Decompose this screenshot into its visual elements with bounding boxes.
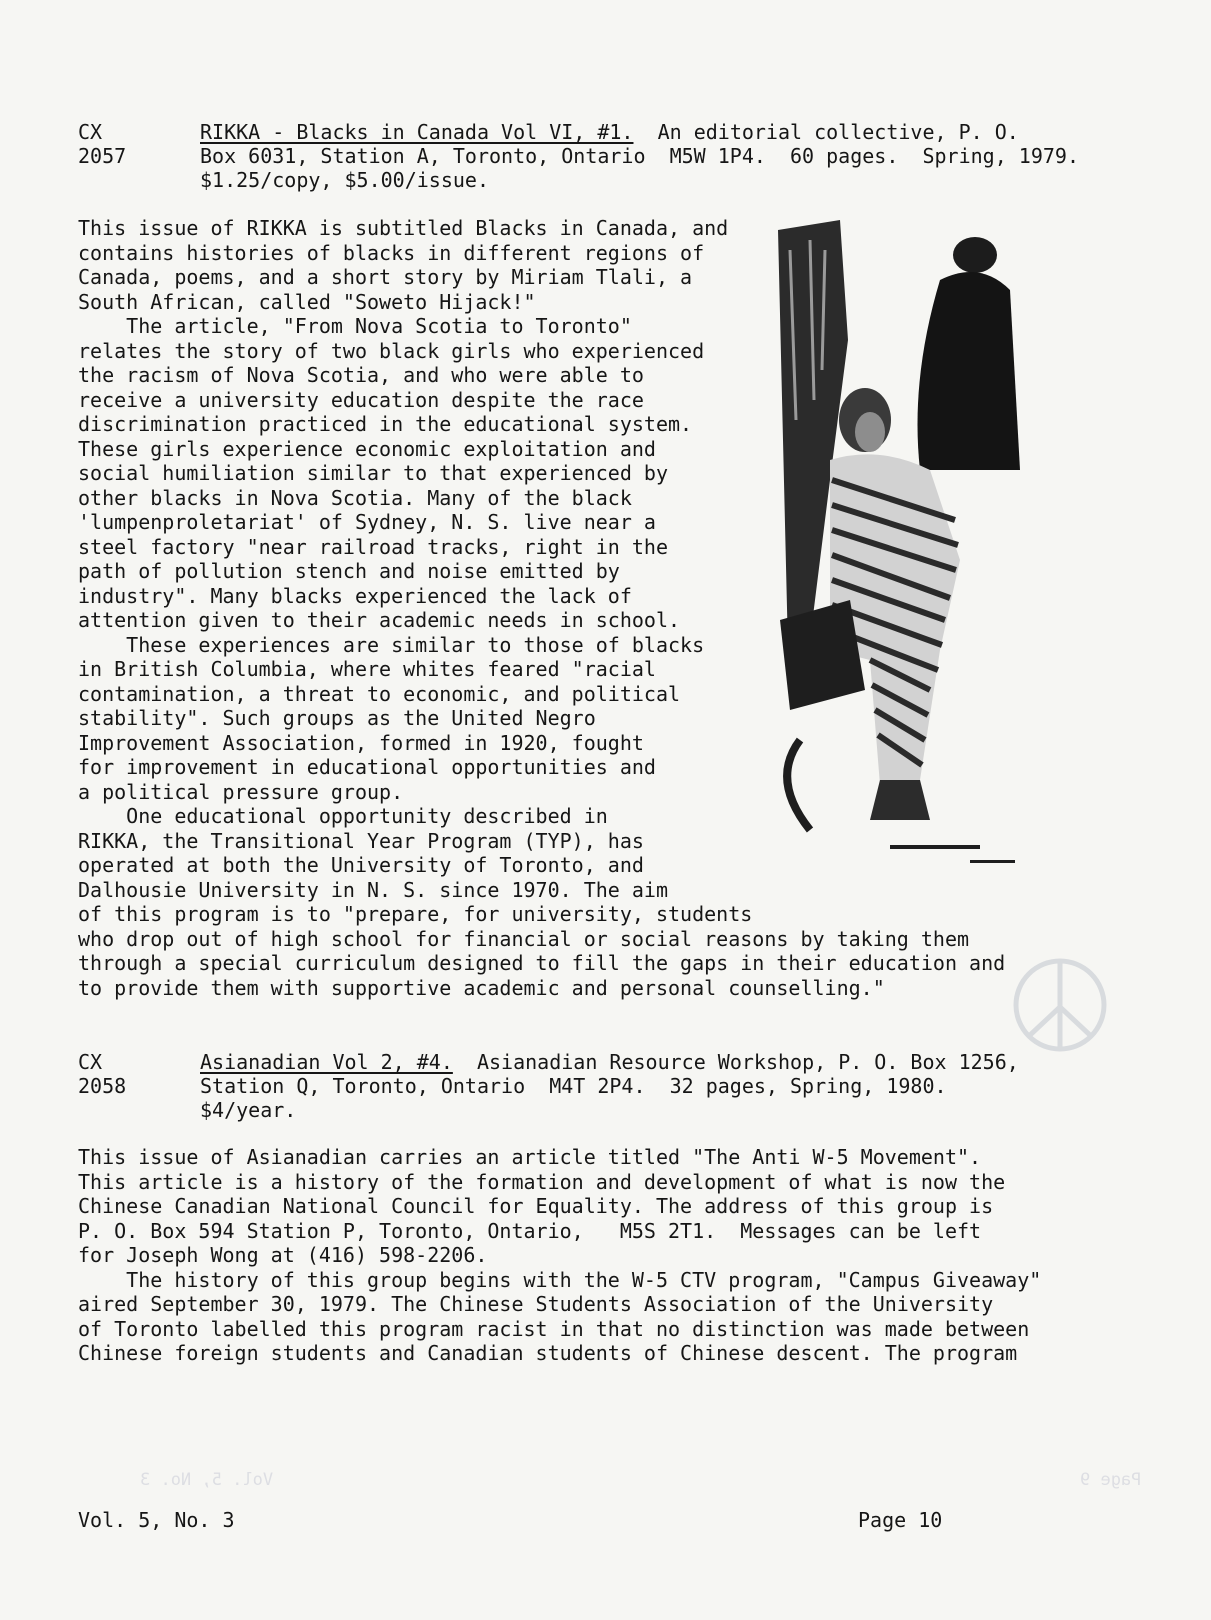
body-line: The history of this group begins with the W-5 CTV program, "Campus Giveaway"	[78, 1267, 1042, 1292]
footer-volume: Vol. 5, No. 3	[78, 1508, 235, 1532]
body-line: These experiences are similar to those of blacks	[78, 632, 705, 657]
body-line: steel factory "near railroad tracks, right in the	[78, 534, 669, 559]
body-line: P. O. Box 594 Station P, Toronto, Ontario, M5S 2T1. Messages can be left	[78, 1218, 982, 1243]
photograph-woman-seated-by-tree	[770, 220, 1020, 870]
body-line: receive a university education despite the race	[78, 387, 644, 412]
body-line: This issue of Asianadian carries an article titled "The Anti W-5 Movement".	[78, 1145, 982, 1169]
body-line: 'lumpenproletariat' of Sydney, N. S. live near a	[78, 510, 656, 534]
cx-number: 2057	[78, 144, 127, 168]
body-line: Dalhousie University in N. S. since 1970. The aim	[78, 877, 669, 902]
cx-number: 2058	[78, 1074, 127, 1098]
body-line: social humiliation similar to that experienced by	[78, 461, 669, 485]
bleed-through-text: Page 9	[1080, 1470, 1142, 1490]
body-line: Chinese foreign students and Canadian students of Chinese descent. The program	[78, 1341, 1018, 1365]
peace-symbol-bleed-icon	[1010, 955, 1110, 1055]
body-line: Chinese Canadian National Council for Equality. The address of this group is	[78, 1194, 994, 1218]
entry-id	[78, 1050, 188, 1098]
body-line: who drop out of high school for financial or social reasons by taking them	[78, 926, 970, 951]
citation	[200, 1050, 1080, 1122]
body-line: contamination, a threat to economic, and political	[78, 681, 681, 706]
body-line: This issue of RIKKA is subtitled Blacks in Canada, and	[78, 216, 729, 240]
citation-line: Station Q, Toronto, Ontario M4T 2P4. 32 pages, Spring, 1980.	[200, 1074, 947, 1098]
entry-header	[78, 120, 1078, 196]
body-line: South African, called "Soweto Hijack!"	[78, 289, 536, 314]
body-line: operated at both the University of Toronto, and	[78, 853, 644, 877]
body-line: This article is a history of the formation and development of what is now the	[78, 1169, 1006, 1194]
body-line: attention given to their academic needs in school.	[78, 608, 681, 632]
citation-line: Asianadian Resource Workshop, P. O. Box 1256,	[452, 1050, 1019, 1074]
entry-id	[78, 120, 188, 168]
body-line: stability". Such groups as the United Negro	[78, 706, 596, 730]
body-line: These girls experience economic exploitation and	[78, 436, 656, 461]
citation-title: RIKKA - Blacks in Canada Vol VI, #1.	[200, 120, 634, 144]
body-line: Canada, poems, and a short story by Miriam Tlali, a	[78, 265, 693, 289]
body-line: RIKKA, the Transitional Year Program (TYP), has	[78, 828, 644, 853]
body-line: a political pressure group.	[78, 779, 404, 804]
footer-page-number: Page 10	[858, 1508, 943, 1532]
body-line: path of pollution stench and noise emitted by	[78, 559, 620, 583]
cx-label: CX	[78, 120, 103, 144]
body-line: Improvement Association, formed in 1920, fought	[78, 730, 644, 755]
citation	[200, 120, 1080, 192]
citation-line: $1.25/copy, $5.00/issue.	[200, 168, 489, 192]
body-line: industry". Many blacks experienced the lack of	[78, 583, 632, 608]
entry-header	[78, 1050, 1078, 1126]
body-line: discrimination practiced in the educational system.	[78, 412, 693, 436]
citation-line: An editorial collective, P. O.	[633, 120, 1019, 144]
entry-body	[78, 1145, 1041, 1366]
bleed-through-text: Vol. 5, No. 3	[140, 1470, 274, 1490]
body-line: contains histories of blacks in different regions of	[78, 240, 705, 265]
cx-label: CX	[78, 1050, 103, 1074]
body-line: for improvement in educational opportunities and	[78, 755, 656, 779]
body-line: of this program is to "prepare, for university, students	[78, 902, 753, 926]
citation-line: Box 6031, Station A, Toronto, Ontario M5W 1P4. 60 pages. Spring, 1979.	[200, 144, 1079, 168]
citation-title: Asianadian Vol 2, #4.	[200, 1050, 453, 1074]
body-line: to provide them with supportive academic and personal counselling."	[78, 975, 885, 1000]
body-line: aired September 30, 1979. The Chinese Students Association of the University	[78, 1292, 994, 1316]
body-line: The article, "From Nova Scotia to Toronto"	[78, 314, 632, 338]
body-line: the racism of Nova Scotia, and who were able to	[78, 363, 644, 387]
body-line: One educational opportunity described in	[78, 804, 608, 828]
body-line: other blacks in Nova Scotia. Many of the black	[78, 485, 632, 510]
body-line: of Toronto labelled this program racist in that no distinction was made between	[78, 1316, 1030, 1341]
body-line: in British Columbia, where whites feared "racial	[78, 657, 656, 681]
body-line: through a special curriculum designed to fill the gaps in their education and	[78, 951, 1006, 975]
citation-line: $4/year.	[200, 1098, 297, 1122]
body-line: for Joseph Wong at (416) 598-2206.	[78, 1243, 488, 1267]
body-line: relates the story of two black girls who experienced	[78, 338, 705, 363]
